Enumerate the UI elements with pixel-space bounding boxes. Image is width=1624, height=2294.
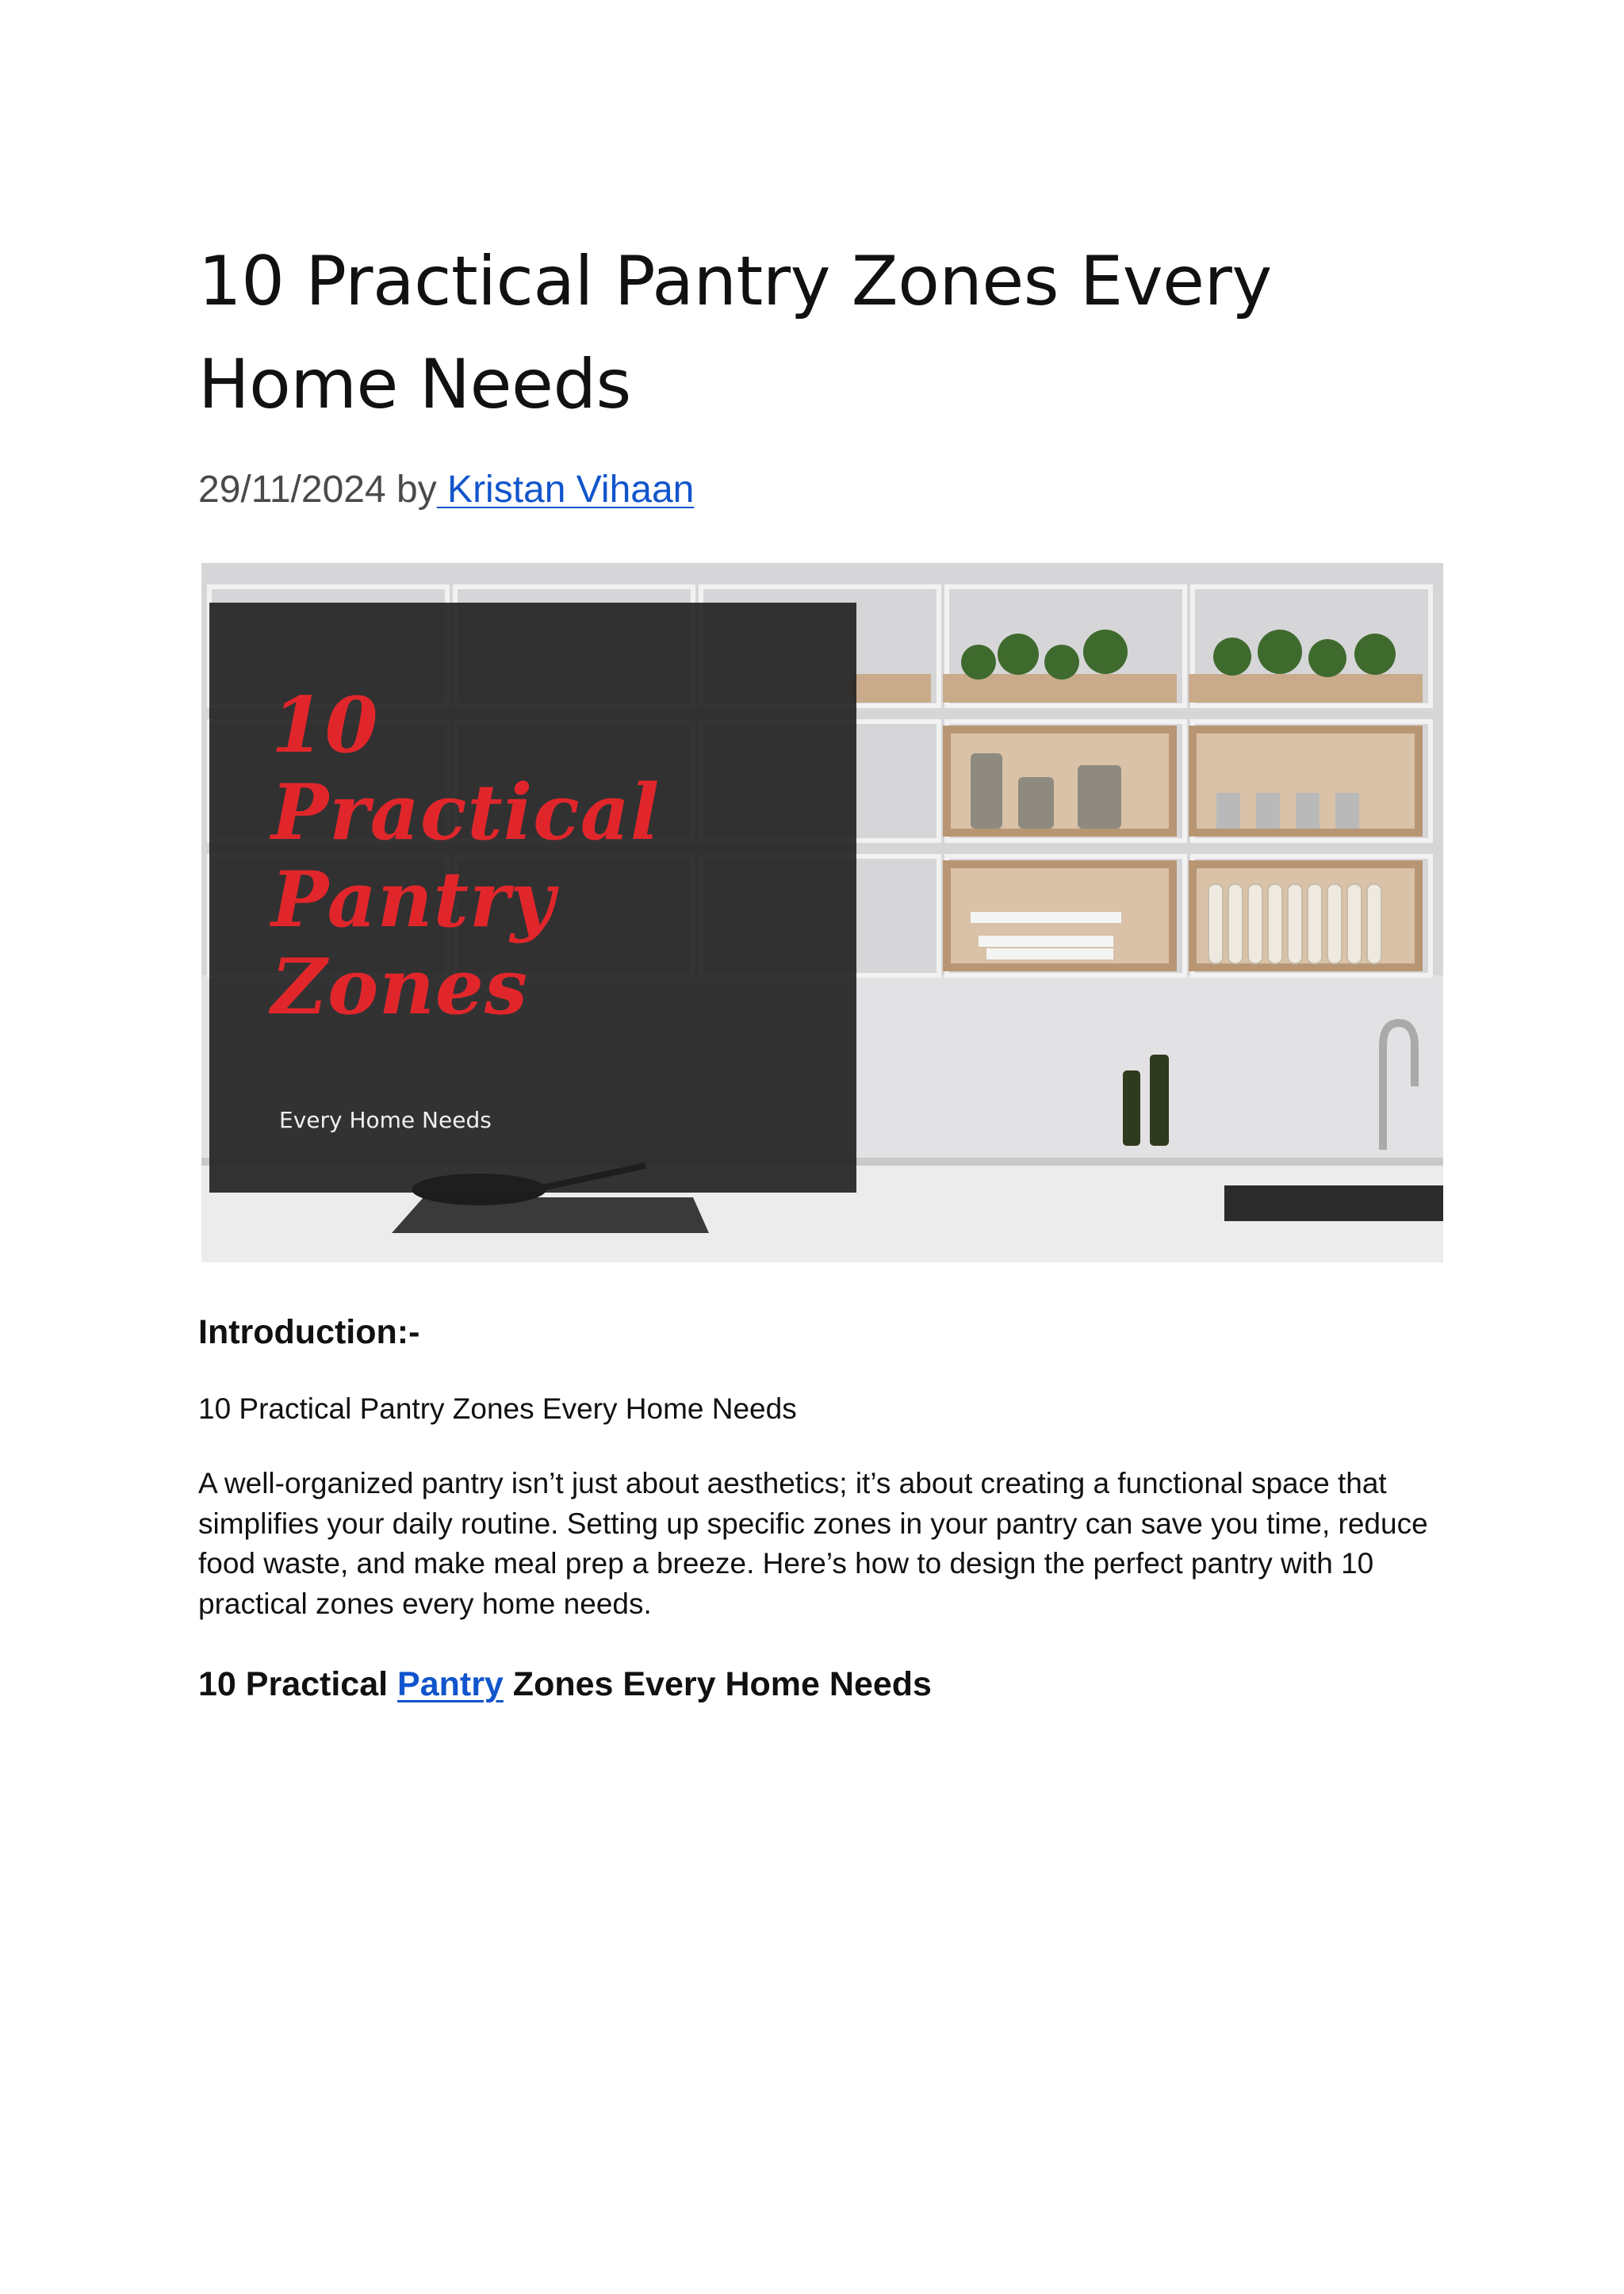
by-label: by [396,469,437,511]
overlay-title-line: Practical [271,768,661,857]
intro-subtitle: 10 Practical Pantry Zones Every Home Needs [198,1392,797,1425]
author-link[interactable]: Kristan Vihaan [436,469,695,511]
intro-paragraph: A well-organized pantry isn’t just about aesthetics; it’s about creating a functional space that simplifies your daily routine. Setting up specific zones in your pantry can save you time, reduce food waste, and make meal prep a breeze. Here’s how to design the perfect pantry with 10 practical zones every home needs. [198,1467,1428,1620]
article-title: 10 Practical Pantry Zones Every Home Needs [198,242,1272,424]
section-heading-prefix: 10 Practical [198,1665,398,1703]
overlay-title-line: Pantry [271,855,556,944]
intro-heading: Introduction:- [198,1313,420,1351]
article-meta [198,466,694,514]
overlay-title [271,682,826,1031]
hero-image [201,563,1443,1262]
publish-date: 29/11/2024 [198,469,386,511]
section-heading [198,1662,932,1706]
overlay-title-line: Zones [271,942,529,1032]
overlay-subtitle: Every Home Needs [279,1107,492,1133]
overlay-title-line: 10 [271,680,379,770]
pantry-link[interactable]: Pantry [397,1665,504,1703]
section-heading-suffix: Zones Every Home Needs [503,1665,932,1703]
